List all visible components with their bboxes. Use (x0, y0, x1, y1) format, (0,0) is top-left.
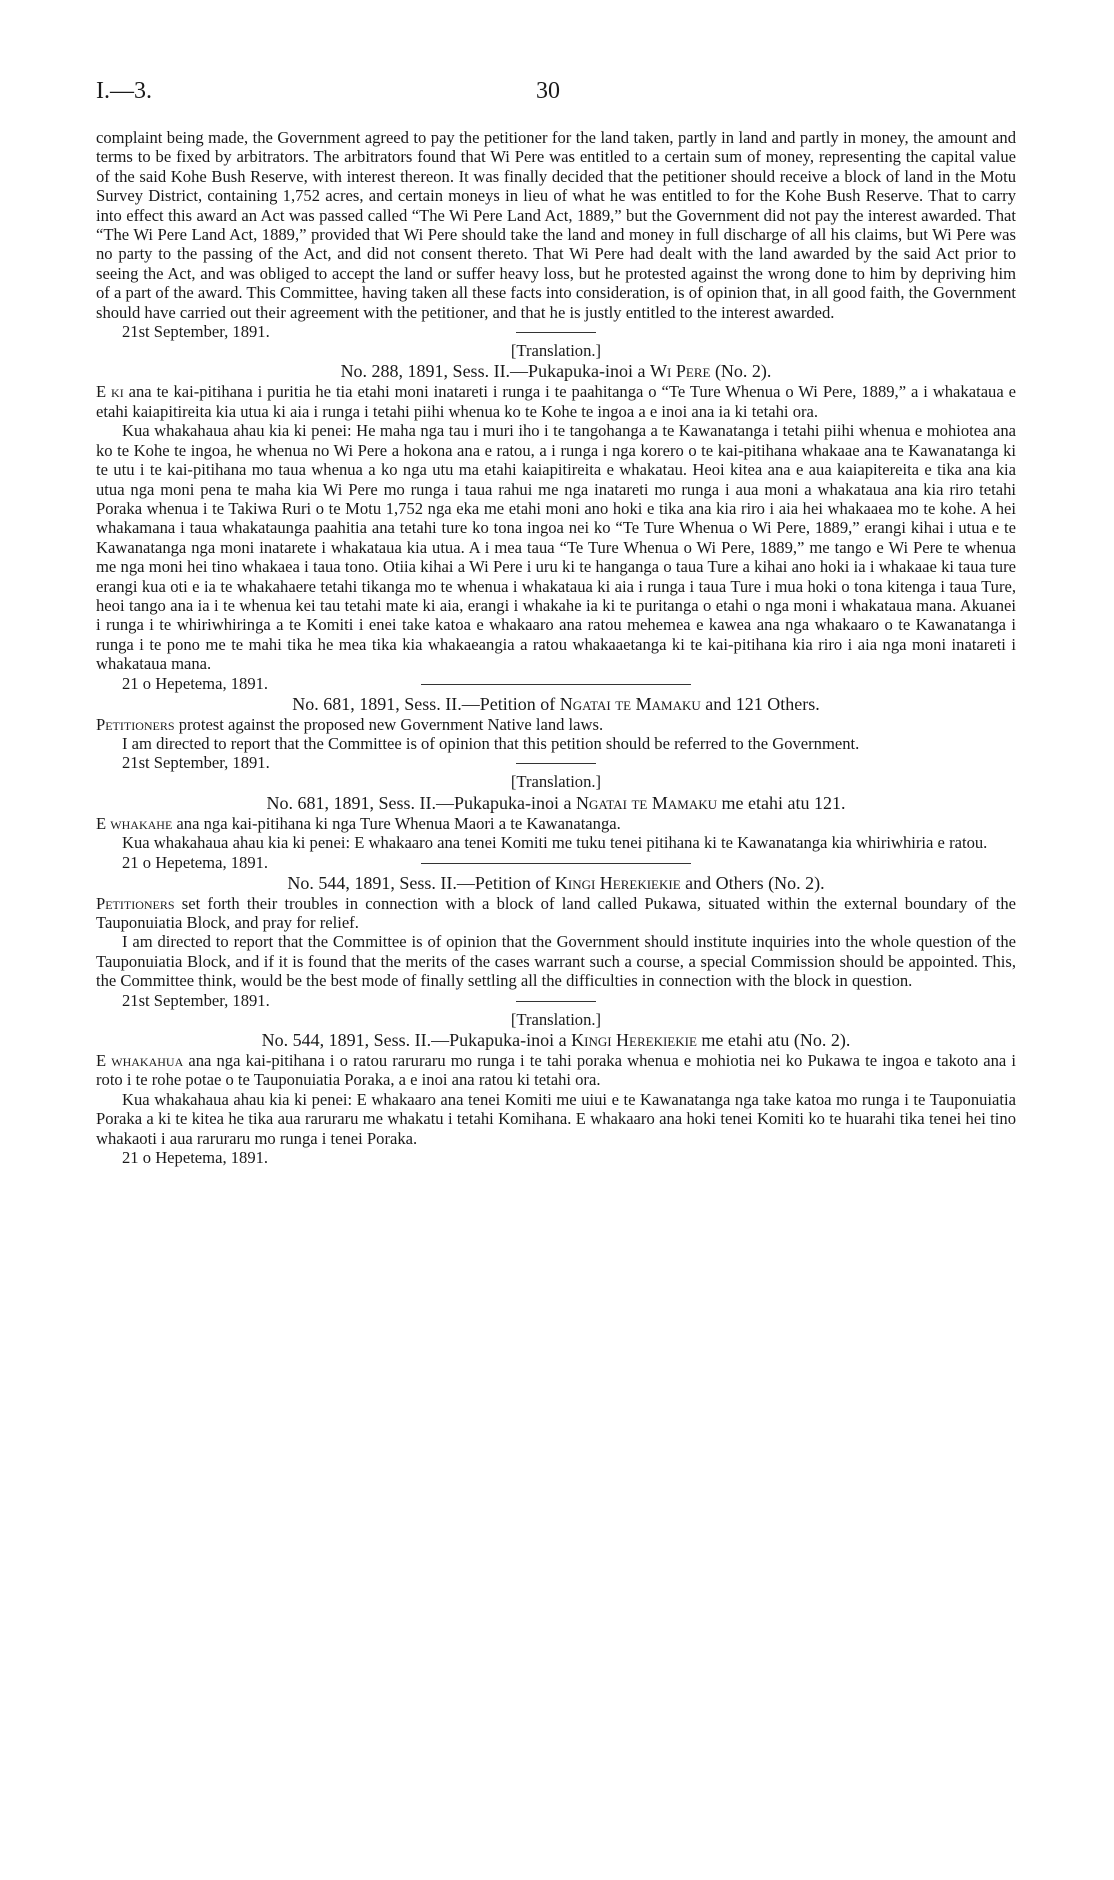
date: 21st September, 1891. (122, 322, 270, 342)
date: 21 o Hepetema, 1891. (122, 852, 269, 872)
date: 21 o Hepetema, 1891. (122, 673, 269, 693)
divider-rule (516, 763, 596, 764)
title-text: me etahi atu (No. 2). (696, 1030, 851, 1051)
lead-words: Petitioners (96, 893, 175, 913)
paragraph: Kua whakahaua ahau kia ki penei: E whakaaro ana tenei Komiti me uiui e te Kawanatanga nga take katoa mo runga i te Tauponuiatia Poraka a ki te kitea he tika aua raruraru me whakatu i tetahi Komihana. E whakaaro ana hoki tenei Komiti ko te huarahi tika tenei hei tino whakaoti i aua raruraru mo runga i tenei Poraka. (96, 1089, 1016, 1148)
paper-reference: I.—3. (96, 78, 152, 104)
petition-title (96, 792, 1016, 814)
paragraph (96, 814, 1016, 833)
petitioner-name: Kingi Herekiekie (554, 872, 681, 893)
section-ngatai-translation (96, 772, 1016, 871)
paragraph: Kua whakahaua ahau kia ki penei: He maha nga tau i muri iho i te tangohanga a te Kawanatanga i tetahi piihi whenua e mohiotea ana ko te Kohe te ingoa, he whenua no Wi Pere a hokona ana e ratou, a i runga i nga korero o te kai-pitihana whakaae ana te Kawanatanga ki te utu i te kai-pitihana mo taua whenua a ko nga utu ma etahi kaiapitireita e whakatau. Heoi kitea ana e aua kaiapitereita e tika ana kia utua nga moni pena te maha kia Wi Pere mo runga i taua rahui me nga inatareti mo runga i aua moni a whakataua ana kia riro tetahi Poraka whenua i te Takiwa Ruri o te Motu 1,752 nga eka me etahi moni ano hoki e tika ana kia riro i aia hei whakaaea mo te kohe. A hei whakamana i taua whakataunga paahitia ana tetahi ture ko tona ingoa nei ko “Te Ture Whenua o Wi Pere, 1889,” erangi kihai i utua e te Kawanatanga nga moni inatarete i whakataua kia utua. A i mea taua “Te Ture Whenua o Wi Pere, 1889,” me tango e Wi Pere te whenua me nga moni hei tino whakaea i taua tono. Otiia kihai a Wi Pere i uru ki te hanganga o taua Ture a kihai ano hoki ia i whakaae ki taua ture erangi kua oti e ia te whakahaere tetahi tikanga mo te whenua i whakataua ki aia i runga i taua Ture i mua hoki o tona kitenga i taua Ture, heoi tango ana ia i te whenua kei tau tetahi mate ki aia, erangi i whakahe ia ki te puritanga o etahi o nga moni i whakataua mana. Akuanei i runga i te whiriwhiringa a te Komiti i enei take katoa e whakaaro ana ratou mehemea e kawea ana nga whakaaro o te Kawanatanga i runga i te pono me te mahi tika he mea tika kia whakaeangia a ratou whakaaetanga ki te kai-pitihana kia riro i aia nga moni inatareti i whakataua mana. (96, 421, 1016, 674)
petitioner-name: Wi Pere (650, 361, 711, 382)
title-text: No. 681, 1891, Sess. II.—Petition of (292, 693, 560, 714)
paragraph-text: ana nga kai-pitihana ki nga Ture Whenua Maori a te Kawanatanga. (172, 813, 621, 833)
divider-rule (516, 1001, 596, 1002)
section-wi-pere-translation (96, 341, 1016, 693)
paragraph (96, 715, 1016, 734)
lead-words: E whakahe (96, 813, 173, 833)
title-text: No. 288, 1891, Sess. II.—Pukapuka-inoi a (340, 361, 651, 382)
lead-words: E whakahua (96, 1051, 184, 1071)
paragraph (96, 382, 1016, 421)
title-text: me etahi atu 121. (716, 792, 846, 813)
petitioner-name: Ngatai te Mamaku (559, 693, 701, 714)
paragraph: Kua whakahaua ahau kia ki penei: E whakaaro ana tenei Komiti me tuku tenei pitihana ki te Kawanatanga kia whiriwhiria e ratou. (122, 833, 988, 853)
document-body (96, 128, 1016, 1167)
paragraph: I am directed to report that the Committee is of opinion that the Government should institute inquiries into the whole question of the Tauponuiatia Block, and if it is found that the merits of the cases warrant such a course, a special Commission should be appointed. This, the Committee think, would be the best mode of finally settling all the difficulties in connection with the block in question. (96, 932, 1016, 991)
title-text: No. 544, 1891, Sess. II.—Petition of (287, 872, 555, 893)
title-text: and Others (No. 2). (680, 872, 825, 893)
divider-rule (516, 332, 596, 333)
section-ngatai-petition (96, 693, 1016, 773)
petition-title (96, 1029, 1016, 1051)
date-row (96, 1148, 1016, 1167)
title-text: (No. 2). (710, 361, 772, 382)
lead-words: Petitioners (96, 714, 175, 734)
title-text: No. 544, 1891, Sess. II.—Pukapuka-inoi a (261, 1030, 572, 1051)
paragraph-text: ana te kai-pitihana i puritia he tia etahi moni inatareti i runga i te paahitanga o “Te Ture Whenua o Wi Pere, 1889,” a i whakataua e etahi kaiapitireita kia utua ki aia i runga i tetahi piihi whenua ko te Kohe te ingoa a e inoi ana ia ki tetahi ora. (96, 382, 1016, 421)
date-row (96, 853, 1016, 872)
section-wi-pere-report (96, 128, 1016, 341)
page-number: 30 (536, 78, 560, 104)
date: 21st September, 1891. (122, 753, 270, 773)
translation-heading: [Translation.] (510, 1009, 602, 1029)
section-kingi-translation (96, 1010, 1016, 1167)
translation-heading: [Translation.] (510, 341, 602, 361)
paragraph-text: protest against the proposed new Government Native land laws. (174, 714, 604, 734)
divider-rule (421, 863, 691, 864)
paragraph: I am directed to report that the Committee is of opinion that this petition should be referred to the Government. (122, 733, 860, 753)
date: 21 o Hepetema, 1891. (122, 1148, 269, 1168)
date-row (96, 674, 1016, 693)
petitioner-name: Kingi Herekiekie (571, 1030, 697, 1051)
page-header (96, 78, 1016, 108)
paragraph-text: ana nga kai-pitihana i o ratou raruraru mo runga i te tahi poraka whenua e mohiotia nei ko Pukawa te ingoa e takoto ana i roto i te rohe potae o te Tauponuiatia Poraka, a e inoi ana ratou ki tetahi ora. (96, 1051, 1016, 1090)
date-row (96, 753, 1016, 772)
date: 21st September, 1891. (122, 990, 270, 1010)
paragraph-text: set forth their troubles in connection with a block of land called Pukawa, situated within the external boundary of the Tauponuiatia Block, and pray for relief. (96, 893, 1016, 932)
divider-rule (421, 684, 691, 685)
title-text: and 121 Others. (700, 693, 820, 714)
petitioner-name: Ngatai te Mamaku (576, 792, 717, 813)
petition-title (96, 360, 1016, 382)
paragraph: complaint being made, the Government agreed to pay the petitioner for the land taken, partly in land and partly in money, the amount and terms to be fixed by arbitrators. The arbitrators found that Wi Pere was entitled to a certain sum of money, representing the capital value of the said Kohe Bush Reserve, with interest thereon. It was finally decided that the petitioner should receive a block of land in the Motu Survey District, containing 1,752 acres, and certain moneys in lieu of what he was entitled to for the Kohe Bush Reserve. That to carry into effect this award an Act was passed called “The Wi Pere Land Act, 1889,” but the Government did not pay the interest awarded. That “The Wi Pere Land Act, 1889,” provided that Wi Pere should take the land and money in full discharge of all his claims, but Wi Pere was no party to the passing of the Act, and did not consent thereto. That Wi Pere had dealt with the land awarded by the said Act prior to seeing the Act, and was obliged to accept the land or suffer heavy loss, but he protested against the wrong done to him by depriving him of a part of the award. This Committee, having taken all these facts into consideration, is of opinion that, in all good faith, the Government should have carried out their agreement with the petitioner, and that he is justly entitled to the interest awarded. (96, 128, 1016, 322)
section-kingi-petition (96, 872, 1016, 1010)
date-row (96, 322, 1016, 341)
petition-title (96, 693, 1016, 715)
translation-heading: [Translation.] (510, 772, 602, 792)
title-text: No. 681, 1891, Sess. II.—Pukapuka-inoi a (266, 792, 577, 813)
petition-title (96, 872, 1016, 894)
paragraph (96, 1051, 1016, 1090)
lead-words: E ki (96, 382, 124, 402)
paragraph (96, 894, 1016, 933)
date-row (96, 991, 1016, 1010)
